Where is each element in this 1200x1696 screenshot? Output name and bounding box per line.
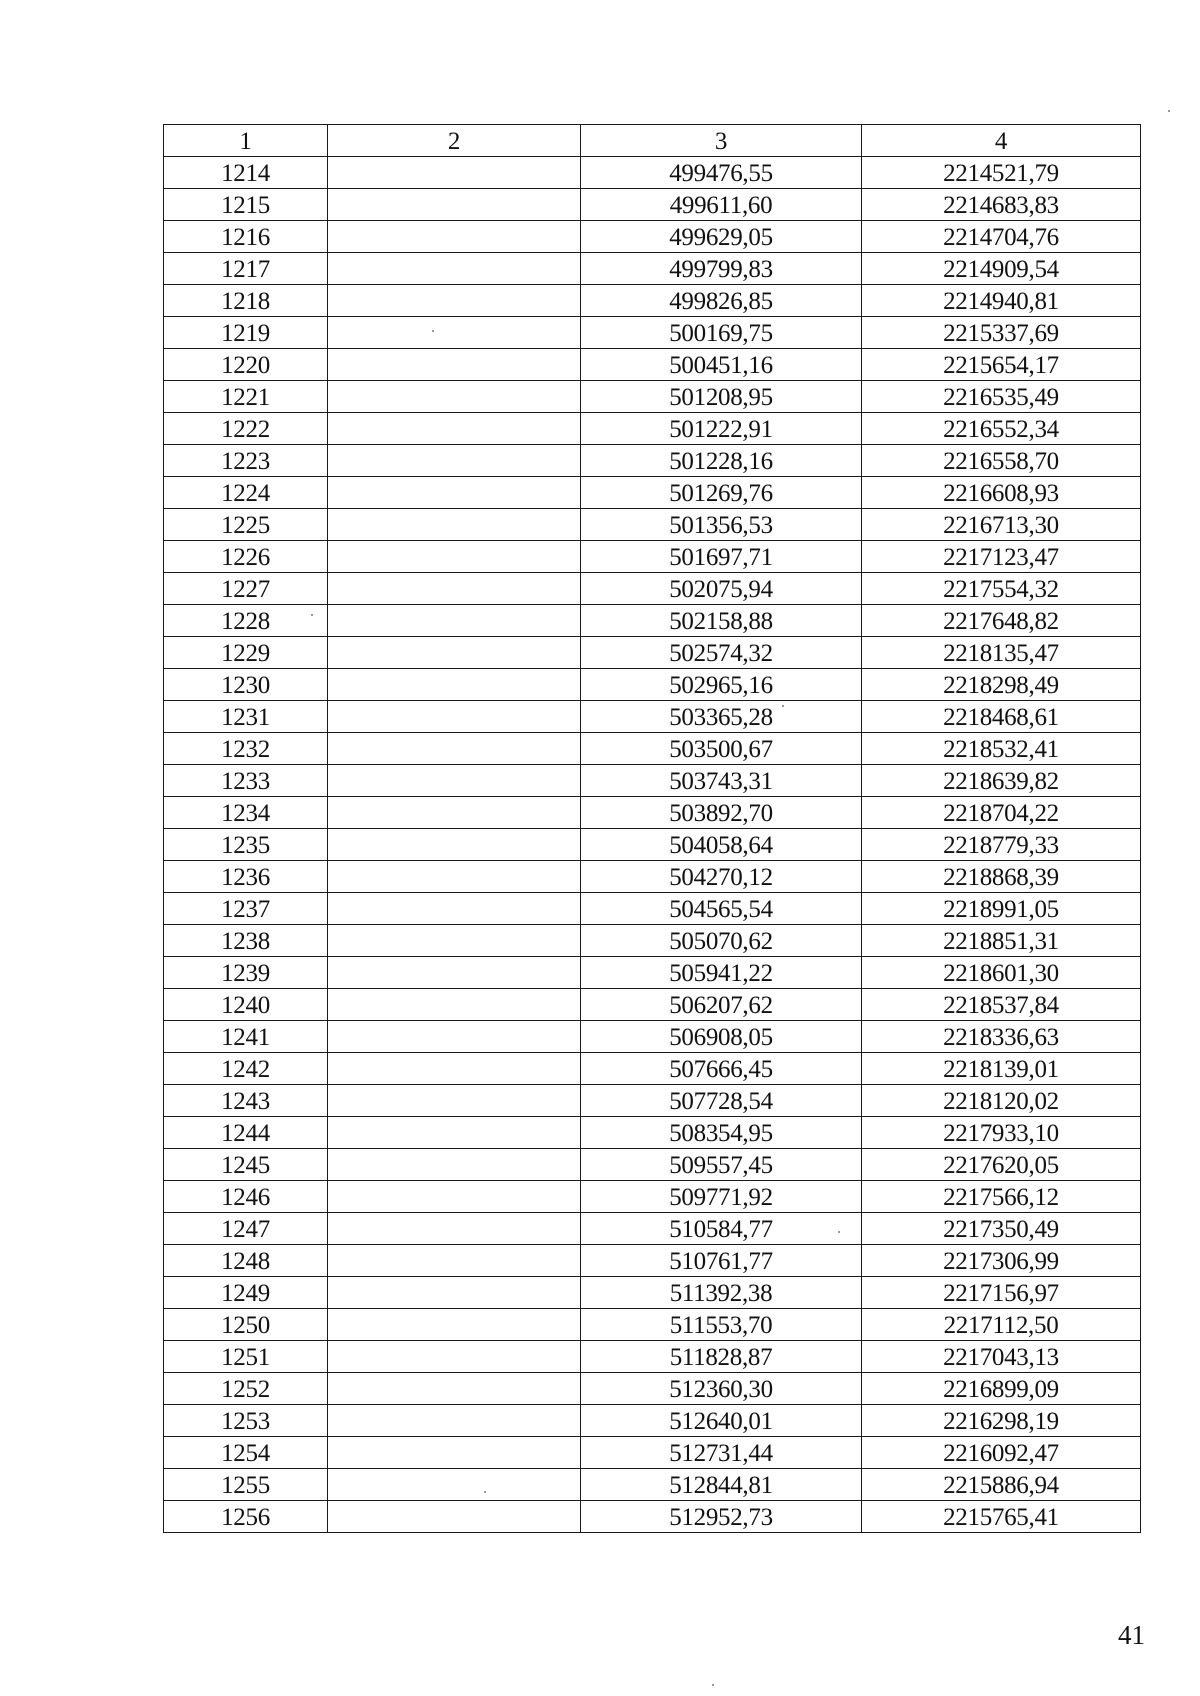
y-coordinate-cell: 2218991,05 (862, 893, 1141, 925)
empty-cell (328, 221, 581, 253)
point-number-cell: 1238 (164, 925, 328, 957)
point-number-cell: 1226 (164, 541, 328, 573)
x-coordinate-cell: 509557,45 (581, 1149, 862, 1181)
table-row (164, 1181, 1141, 1213)
y-coordinate-cell: 2218468,61 (862, 701, 1141, 733)
point-number-cell: 1256 (164, 1501, 328, 1533)
x-coordinate-cell: 503743,31 (581, 765, 862, 797)
empty-cell (328, 637, 581, 669)
empty-cell (328, 989, 581, 1021)
empty-cell (328, 253, 581, 285)
point-number-cell: 1234 (164, 797, 328, 829)
y-coordinate-cell: 2215654,17 (862, 349, 1141, 381)
x-coordinate-cell: 499611,60 (581, 189, 862, 221)
point-number-cell: 1248 (164, 1245, 328, 1277)
y-coordinate-cell: 2218868,39 (862, 861, 1141, 893)
x-coordinate-cell: 510584,77 (581, 1213, 862, 1245)
table-row (164, 1053, 1141, 1085)
x-coordinate-cell: 512360,30 (581, 1373, 862, 1405)
table-header-row (164, 125, 1141, 157)
table-row (164, 157, 1141, 189)
point-number-cell: 1242 (164, 1053, 328, 1085)
table-row (164, 221, 1141, 253)
page-number: 41 (1118, 1620, 1145, 1650)
table-row (164, 637, 1141, 669)
y-coordinate-cell: 2217156,97 (862, 1277, 1141, 1309)
table-row (164, 829, 1141, 861)
table-row (164, 1213, 1141, 1245)
y-coordinate-cell: 2214940,81 (862, 285, 1141, 317)
scan-speck (484, 1491, 486, 1493)
table-row (164, 893, 1141, 925)
table-row (164, 1149, 1141, 1181)
scan-speck (1168, 110, 1170, 112)
point-number-cell: 1246 (164, 1181, 328, 1213)
table-row (164, 381, 1141, 413)
x-coordinate-cell: 501228,16 (581, 445, 862, 477)
x-coordinate-cell: 499476,55 (581, 157, 862, 189)
point-number-cell: 1223 (164, 445, 328, 477)
scan-speck (311, 614, 313, 616)
y-coordinate-cell: 2216608,93 (862, 477, 1141, 509)
y-coordinate-cell: 2217933,10 (862, 1117, 1141, 1149)
point-number-cell: 1236 (164, 861, 328, 893)
y-coordinate-cell: 2216899,09 (862, 1373, 1141, 1405)
table-row (164, 957, 1141, 989)
table-row (164, 1245, 1141, 1277)
y-coordinate-cell: 2217112,50 (862, 1309, 1141, 1341)
y-coordinate-cell: 2218135,47 (862, 637, 1141, 669)
y-coordinate-cell: 2217648,82 (862, 605, 1141, 637)
x-coordinate-cell: 502574,32 (581, 637, 862, 669)
empty-cell (328, 669, 581, 701)
y-coordinate-cell: 2217620,05 (862, 1149, 1141, 1181)
empty-cell (328, 285, 581, 317)
x-coordinate-cell: 503365,28 (581, 701, 862, 733)
y-coordinate-cell: 2218298,49 (862, 669, 1141, 701)
y-coordinate-cell: 2217554,32 (862, 573, 1141, 605)
empty-cell (328, 189, 581, 221)
y-coordinate-cell: 2214521,79 (862, 157, 1141, 189)
point-number-cell: 1218 (164, 285, 328, 317)
point-number-cell: 1232 (164, 733, 328, 765)
table-body (164, 125, 1141, 1533)
point-number-cell: 1217 (164, 253, 328, 285)
empty-cell (328, 1117, 581, 1149)
y-coordinate-cell: 2215765,41 (862, 1501, 1141, 1533)
y-coordinate-cell: 2217123,47 (862, 541, 1141, 573)
header-cell-1: 1 (164, 125, 328, 157)
empty-cell (328, 1373, 581, 1405)
table-row (164, 1309, 1141, 1341)
coordinates-table (163, 124, 1141, 1533)
table-row (164, 1469, 1141, 1501)
table-row (164, 1021, 1141, 1053)
y-coordinate-cell: 2218336,63 (862, 1021, 1141, 1053)
x-coordinate-cell: 501222,91 (581, 413, 862, 445)
empty-cell (328, 1181, 581, 1213)
table-row (164, 509, 1141, 541)
x-coordinate-cell: 511392,38 (581, 1277, 862, 1309)
y-coordinate-cell: 2218532,41 (862, 733, 1141, 765)
point-number-cell: 1231 (164, 701, 328, 733)
empty-cell (328, 1245, 581, 1277)
table-row (164, 445, 1141, 477)
point-number-cell: 1254 (164, 1437, 328, 1469)
table-row (164, 477, 1141, 509)
empty-cell (328, 157, 581, 189)
y-coordinate-cell: 2216535,49 (862, 381, 1141, 413)
table-row (164, 285, 1141, 317)
x-coordinate-cell: 501208,95 (581, 381, 862, 413)
x-coordinate-cell: 503500,67 (581, 733, 862, 765)
point-number-cell: 1240 (164, 989, 328, 1021)
table-row (164, 541, 1141, 573)
point-number-cell: 1230 (164, 669, 328, 701)
table-row (164, 1373, 1141, 1405)
point-number-cell: 1241 (164, 1021, 328, 1053)
x-coordinate-cell: 509771,92 (581, 1181, 862, 1213)
x-coordinate-cell: 506908,05 (581, 1021, 862, 1053)
x-coordinate-cell: 503892,70 (581, 797, 862, 829)
table-row (164, 317, 1141, 349)
point-number-cell: 1243 (164, 1085, 328, 1117)
x-coordinate-cell: 499826,85 (581, 285, 862, 317)
y-coordinate-cell: 2215337,69 (862, 317, 1141, 349)
point-number-cell: 1251 (164, 1341, 328, 1373)
empty-cell (328, 1149, 581, 1181)
point-number-cell: 1225 (164, 509, 328, 541)
y-coordinate-cell: 2216298,19 (862, 1405, 1141, 1437)
x-coordinate-cell: 511553,70 (581, 1309, 862, 1341)
x-coordinate-cell: 502158,88 (581, 605, 862, 637)
x-coordinate-cell: 507728,54 (581, 1085, 862, 1117)
y-coordinate-cell: 2218120,02 (862, 1085, 1141, 1117)
point-number-cell: 1229 (164, 637, 328, 669)
empty-cell (328, 1437, 581, 1469)
table-row (164, 669, 1141, 701)
x-coordinate-cell: 512952,73 (581, 1501, 862, 1533)
empty-cell (328, 925, 581, 957)
header-cell-2: 2 (328, 125, 581, 157)
empty-cell (328, 797, 581, 829)
y-coordinate-cell: 2218139,01 (862, 1053, 1141, 1085)
point-number-cell: 1228 (164, 605, 328, 637)
empty-cell (328, 445, 581, 477)
point-number-cell: 1249 (164, 1277, 328, 1309)
point-number-cell: 1250 (164, 1309, 328, 1341)
y-coordinate-cell: 2218704,22 (862, 797, 1141, 829)
point-number-cell: 1252 (164, 1373, 328, 1405)
table-row (164, 189, 1141, 221)
y-coordinate-cell: 2218601,30 (862, 957, 1141, 989)
table-row (164, 349, 1141, 381)
y-coordinate-cell: 2217306,99 (862, 1245, 1141, 1277)
empty-cell (328, 541, 581, 573)
x-coordinate-cell: 507666,45 (581, 1053, 862, 1085)
table-row (164, 733, 1141, 765)
table-row (164, 573, 1141, 605)
empty-cell (328, 1501, 581, 1533)
point-number-cell: 1216 (164, 221, 328, 253)
x-coordinate-cell: 512640,01 (581, 1405, 862, 1437)
point-number-cell: 1219 (164, 317, 328, 349)
point-number-cell: 1235 (164, 829, 328, 861)
x-coordinate-cell: 501269,76 (581, 477, 862, 509)
y-coordinate-cell: 2214909,54 (862, 253, 1141, 285)
x-coordinate-cell: 510761,77 (581, 1245, 862, 1277)
x-coordinate-cell: 505070,62 (581, 925, 862, 957)
header-cell-3: 3 (581, 125, 862, 157)
y-coordinate-cell: 2218537,84 (862, 989, 1141, 1021)
x-coordinate-cell: 505941,22 (581, 957, 862, 989)
x-coordinate-cell: 502075,94 (581, 573, 862, 605)
point-number-cell: 1222 (164, 413, 328, 445)
point-number-cell: 1255 (164, 1469, 328, 1501)
table-row (164, 253, 1141, 285)
empty-cell (328, 413, 581, 445)
x-coordinate-cell: 499799,83 (581, 253, 862, 285)
point-number-cell: 1227 (164, 573, 328, 605)
empty-cell (328, 1085, 581, 1117)
x-coordinate-cell: 504270,12 (581, 861, 862, 893)
empty-cell (328, 701, 581, 733)
y-coordinate-cell: 2214683,83 (862, 189, 1141, 221)
point-number-cell: 1233 (164, 765, 328, 797)
scan-speck (838, 1231, 840, 1233)
empty-cell (328, 573, 581, 605)
empty-cell (328, 1021, 581, 1053)
scan-speck (432, 330, 434, 332)
table-row (164, 1341, 1141, 1373)
x-coordinate-cell: 504058,64 (581, 829, 862, 861)
point-number-cell: 1215 (164, 189, 328, 221)
x-coordinate-cell: 500451,16 (581, 349, 862, 381)
y-coordinate-cell: 2217043,13 (862, 1341, 1141, 1373)
empty-cell (328, 1277, 581, 1309)
scan-speck (712, 1684, 714, 1686)
empty-cell (328, 733, 581, 765)
point-number-cell: 1220 (164, 349, 328, 381)
empty-cell (328, 1309, 581, 1341)
x-coordinate-cell: 501697,71 (581, 541, 862, 573)
point-number-cell: 1253 (164, 1405, 328, 1437)
table-row (164, 1405, 1141, 1437)
empty-cell (328, 893, 581, 925)
y-coordinate-cell: 2217566,12 (862, 1181, 1141, 1213)
empty-cell (328, 765, 581, 797)
point-number-cell: 1221 (164, 381, 328, 413)
y-coordinate-cell: 2218851,31 (862, 925, 1141, 957)
table-row (164, 701, 1141, 733)
scan-speck (782, 705, 784, 707)
x-coordinate-cell: 504565,54 (581, 893, 862, 925)
empty-cell (328, 1341, 581, 1373)
y-coordinate-cell: 2216092,47 (862, 1437, 1141, 1469)
table-row (164, 861, 1141, 893)
table-row (164, 765, 1141, 797)
empty-cell (328, 509, 581, 541)
table-row (164, 413, 1141, 445)
y-coordinate-cell: 2215886,94 (862, 1469, 1141, 1501)
point-number-cell: 1224 (164, 477, 328, 509)
table-row (164, 1085, 1141, 1117)
empty-cell (328, 1405, 581, 1437)
table-row (164, 797, 1141, 829)
point-number-cell: 1247 (164, 1213, 328, 1245)
y-coordinate-cell: 2218779,33 (862, 829, 1141, 861)
point-number-cell: 1239 (164, 957, 328, 989)
empty-cell (328, 1213, 581, 1245)
empty-cell (328, 829, 581, 861)
y-coordinate-cell: 2216558,70 (862, 445, 1141, 477)
empty-cell (328, 317, 581, 349)
x-coordinate-cell: 512844,81 (581, 1469, 862, 1501)
empty-cell (328, 477, 581, 509)
empty-cell (328, 1053, 581, 1085)
table-row (164, 925, 1141, 957)
x-coordinate-cell: 512731,44 (581, 1437, 862, 1469)
y-coordinate-cell: 2217350,49 (862, 1213, 1141, 1245)
y-coordinate-cell: 2216713,30 (862, 509, 1141, 541)
x-coordinate-cell: 511828,87 (581, 1341, 862, 1373)
empty-cell (328, 349, 581, 381)
point-number-cell: 1237 (164, 893, 328, 925)
x-coordinate-cell: 499629,05 (581, 221, 862, 253)
x-coordinate-cell: 502965,16 (581, 669, 862, 701)
header-cell-4: 4 (862, 125, 1141, 157)
x-coordinate-cell: 501356,53 (581, 509, 862, 541)
y-coordinate-cell: 2218639,82 (862, 765, 1141, 797)
point-number-cell: 1244 (164, 1117, 328, 1149)
point-number-cell: 1245 (164, 1149, 328, 1181)
table-row (164, 1117, 1141, 1149)
table-row (164, 1437, 1141, 1469)
table-row (164, 1501, 1141, 1533)
empty-cell (328, 605, 581, 637)
empty-cell (328, 861, 581, 893)
x-coordinate-cell: 500169,75 (581, 317, 862, 349)
empty-cell (328, 957, 581, 989)
table-row (164, 605, 1141, 637)
table-row (164, 1277, 1141, 1309)
x-coordinate-cell: 508354,95 (581, 1117, 862, 1149)
empty-cell (328, 381, 581, 413)
y-coordinate-cell: 2214704,76 (862, 221, 1141, 253)
point-number-cell: 1214 (164, 157, 328, 189)
x-coordinate-cell: 506207,62 (581, 989, 862, 1021)
empty-cell (328, 1469, 581, 1501)
table-row (164, 989, 1141, 1021)
y-coordinate-cell: 2216552,34 (862, 413, 1141, 445)
